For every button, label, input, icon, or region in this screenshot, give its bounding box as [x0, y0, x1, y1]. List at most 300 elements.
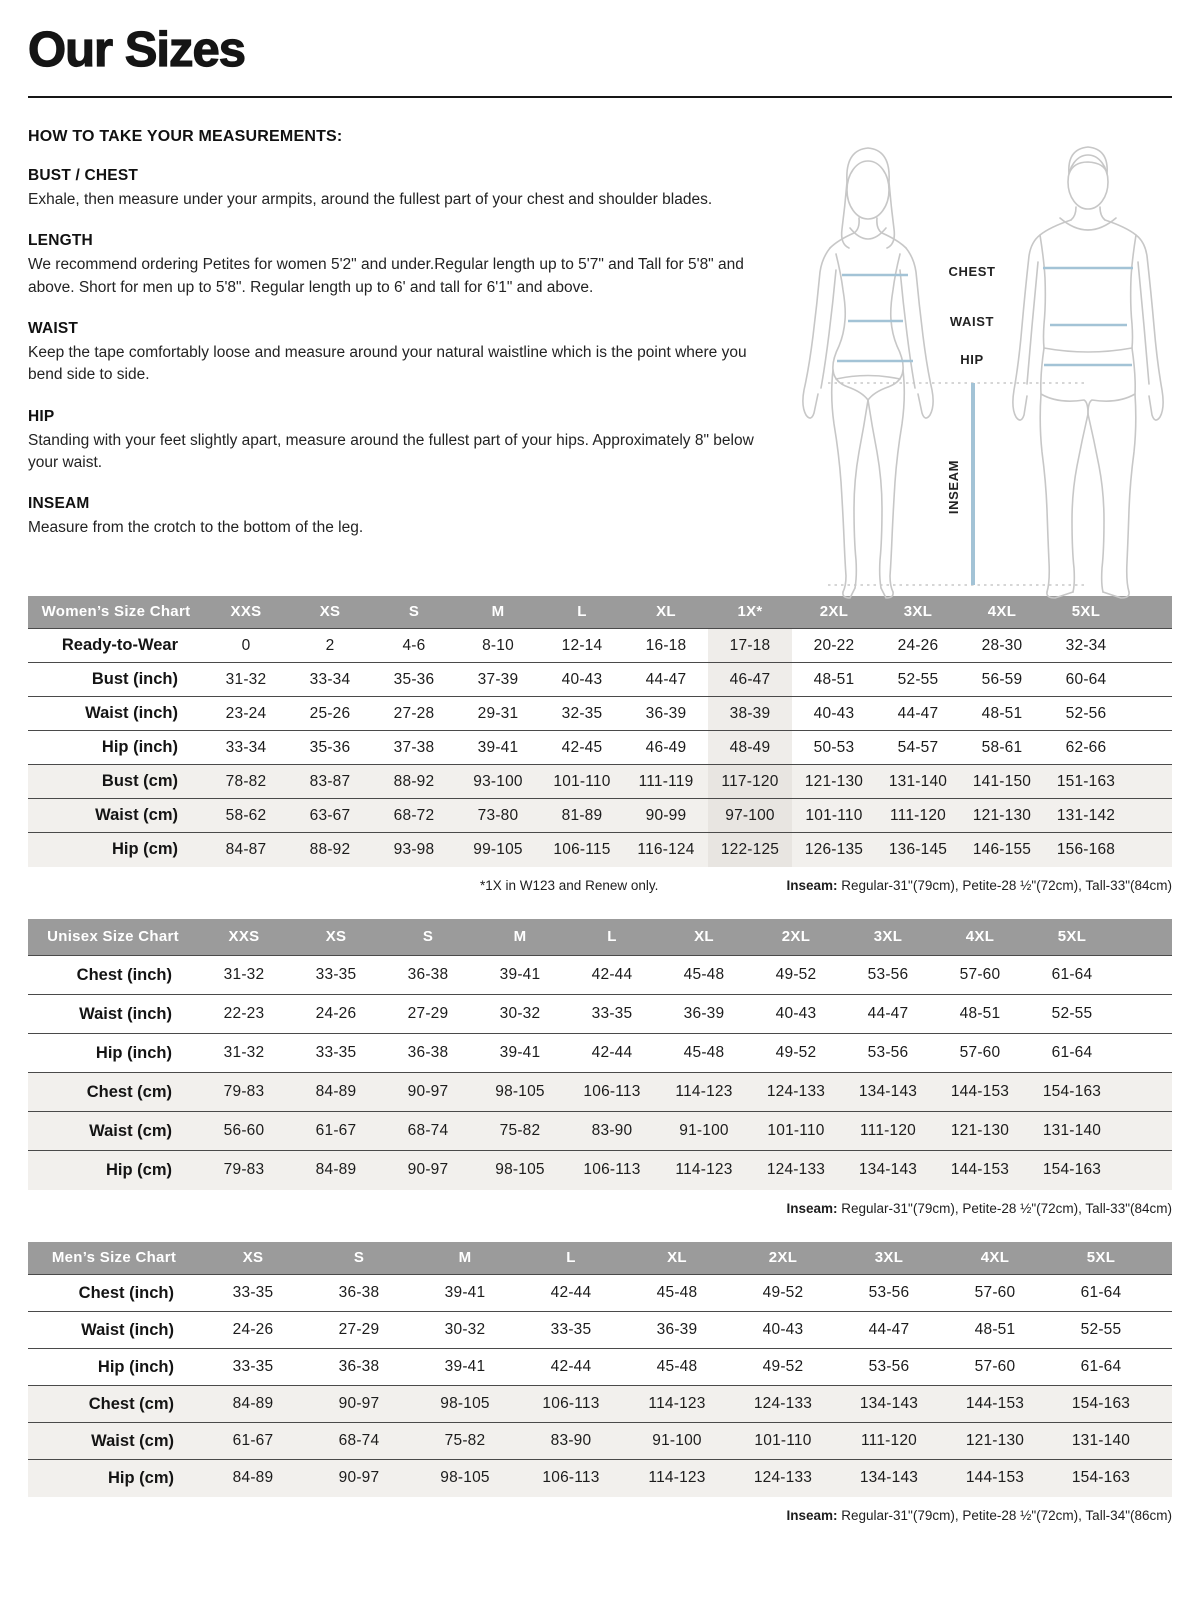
size-cell: 114-123 — [648, 1469, 706, 1487]
size-cell: 91-100 — [652, 1432, 702, 1449]
womens-1x-footnote: *1X in W123 and Renew only. — [480, 877, 659, 893]
size-cell: 122-125 — [708, 833, 792, 867]
size-cell: 84-89 — [315, 1161, 357, 1179]
size-cell: 33-35 — [591, 1005, 633, 1022]
size-cell: 117-120 — [708, 765, 792, 799]
size-column-header: XL — [658, 919, 750, 956]
size-cell: 58-61 — [981, 738, 1023, 756]
length-text: We recommend ordering Petites for women 5'2" and under.Regular length up to 5'7" and Tall for 5'8" and above. Short for men up to 5'8". Regular length up to 6' and tall for 6'1" and above. — [28, 256, 744, 296]
row-label: Hip (inch) — [101, 738, 178, 756]
size-column-header: M — [474, 919, 566, 956]
size-cell: 84-87 — [225, 840, 267, 858]
size-cell: 134-143 — [858, 1083, 918, 1100]
size-cell: 68-74 — [338, 1432, 380, 1449]
size-cell: 111-120 — [861, 1432, 917, 1449]
bust-chest-heading: BUST / CHEST — [28, 167, 139, 184]
size-column-header: M — [456, 596, 540, 629]
size-cell: 62-66 — [1065, 738, 1107, 756]
length-heading: LENGTH — [28, 232, 93, 250]
size-cell: 56-59 — [981, 670, 1023, 688]
size-row — [28, 663, 1172, 697]
size-cell: 48-51 — [981, 704, 1023, 722]
size-cell: 27-29 — [338, 1321, 380, 1338]
size-cell: 154-163 — [1042, 1161, 1102, 1179]
size-cell: 45-48 — [656, 1284, 698, 1301]
row-spacer — [1118, 1073, 1172, 1112]
row-spacer — [1118, 1151, 1172, 1190]
size-cell: 90-97 — [407, 1161, 449, 1179]
size-cell: 31-32 — [223, 1044, 265, 1061]
row-spacer — [1128, 697, 1172, 731]
hip-heading: HIP — [28, 407, 55, 425]
size-cell: 40-43 — [561, 670, 603, 688]
size-cell: 75-82 — [499, 1122, 541, 1139]
size-cell: 58-62 — [225, 806, 267, 824]
size-cell: 44-47 — [867, 1005, 909, 1022]
size-cell: 88-92 — [393, 772, 435, 790]
size-cell: 111-120 — [890, 806, 946, 824]
size-column-header: S — [382, 919, 474, 956]
size-cell: 53-56 — [868, 1284, 910, 1301]
row-spacer — [1118, 1034, 1172, 1073]
size-cell: 144-153 — [965, 1469, 1025, 1487]
hip-text: Standing with your feet slightly apart, measure around the fullest part of your hips. Approximately 8" below your waist. — [28, 431, 754, 471]
size-cell: 156-168 — [1056, 840, 1116, 858]
size-cell: 79-83 — [223, 1161, 265, 1179]
size-cell: 33-35 — [315, 966, 357, 983]
size-cell: 98-105 — [495, 1161, 545, 1179]
table-title: Men’s Size Chart — [28, 1242, 200, 1275]
size-cell: 52-55 — [1051, 1005, 1093, 1022]
size-cell: 68-74 — [407, 1122, 449, 1139]
row-label: Bust (cm) — [101, 772, 178, 790]
row-label: Hip (inch) — [97, 1357, 174, 1376]
size-cell: 106-113 — [583, 1161, 641, 1179]
size-cell: 90-99 — [645, 806, 687, 824]
size-column-header: 1X* — [708, 596, 792, 629]
size-cell: 40-43 — [813, 704, 855, 722]
row-spacer — [1118, 995, 1172, 1034]
hip-label: HIP — [960, 352, 984, 367]
page-title: Our Sizes — [28, 23, 246, 77]
size-cell: 121-130 — [804, 772, 864, 790]
size-cell: 2 — [325, 636, 335, 654]
size-cell: 33-34 — [225, 738, 267, 756]
size-cell: 52-55 — [897, 670, 939, 688]
size-column-header: 3XL — [842, 919, 934, 956]
row-label: Waist (inch) — [81, 1320, 174, 1339]
size-row — [28, 1112, 1172, 1151]
size-cell: 124-133 — [753, 1395, 813, 1412]
size-cell: 83-90 — [550, 1432, 592, 1449]
size-row — [28, 956, 1172, 995]
size-row — [28, 1275, 1172, 1312]
size-cell: 36-38 — [338, 1284, 380, 1301]
size-cell: 39-41 — [499, 1044, 541, 1061]
size-cell: 40-43 — [775, 1005, 817, 1022]
size-cell: 83-90 — [591, 1122, 633, 1139]
size-cell: 35-36 — [393, 670, 435, 688]
size-cell: 57-60 — [959, 966, 1001, 983]
size-cell: 101-110 — [767, 1122, 825, 1139]
size-cell: 75-82 — [444, 1432, 486, 1449]
size-cell: 44-47 — [868, 1321, 910, 1338]
size-cell: 114-123 — [675, 1083, 733, 1100]
size-cell: 78-82 — [225, 772, 267, 790]
row-label: Waist (cm) — [95, 806, 178, 824]
size-column-header: 5XL — [1044, 596, 1128, 629]
measurement-diagram — [788, 132, 1173, 607]
size-cell: 36-39 — [645, 704, 687, 722]
size-guide-page — [0, 22, 1200, 1523]
size-row — [28, 1151, 1172, 1190]
row-spacer — [1128, 833, 1172, 867]
size-cell: 28-30 — [981, 636, 1023, 654]
size-cell: 42-44 — [591, 1044, 633, 1061]
table-header-row — [28, 919, 1172, 956]
size-cell: 22-23 — [223, 1005, 265, 1022]
size-cell: 36-38 — [407, 966, 449, 983]
size-column-header: 4XL — [960, 596, 1044, 629]
size-column-header: 3XL — [836, 1242, 942, 1275]
size-row — [28, 1423, 1172, 1460]
size-row — [28, 697, 1172, 731]
mens-size-chart-table — [28, 1242, 1172, 1497]
size-cell: 60-64 — [1065, 670, 1107, 688]
size-column-header: 5XL — [1026, 919, 1118, 956]
size-cell: 39-41 — [477, 738, 519, 756]
size-column-header: XS — [200, 1242, 306, 1275]
size-cell: 61-64 — [1051, 966, 1093, 983]
size-cell: 49-52 — [775, 966, 817, 983]
size-cell: 146-155 — [972, 840, 1032, 858]
size-cell: 154-163 — [1071, 1469, 1131, 1487]
size-cell: 31-32 — [223, 966, 265, 983]
size-cell: 37-38 — [393, 738, 435, 756]
size-row — [28, 731, 1172, 765]
size-cell: 106-113 — [542, 1469, 600, 1487]
size-cell: 61-64 — [1051, 1044, 1093, 1061]
size-cell: 111-119 — [638, 772, 694, 790]
size-cell: 36-39 — [656, 1321, 698, 1338]
size-column-header: 2XL — [792, 596, 876, 629]
size-cell: 106-113 — [542, 1395, 600, 1412]
size-column-header: 2XL — [750, 919, 842, 956]
size-cell: 98-105 — [440, 1469, 490, 1487]
mens-size-chart-section — [28, 1242, 1172, 1523]
womens-inseam-footnote: Inseam: Regular-31"(79cm), Petite-28 ½"(72cm), Tall-33"(84cm) — [786, 877, 1172, 893]
size-cell: 141-150 — [972, 772, 1032, 790]
row-label: Waist (inch) — [85, 704, 178, 722]
size-cell: 91-100 — [679, 1122, 729, 1139]
size-cell: 32-34 — [1065, 636, 1107, 654]
size-row — [28, 765, 1172, 799]
size-row — [28, 1073, 1172, 1112]
size-cell: 33-35 — [232, 1284, 274, 1301]
size-cell: 61-67 — [232, 1432, 274, 1449]
row-label: Chest (inch) — [76, 965, 172, 984]
size-cell: 42-44 — [550, 1358, 592, 1375]
size-cell: 106-115 — [553, 840, 611, 858]
body-measurement-illustration — [788, 132, 1173, 607]
size-cell: 49-52 — [762, 1358, 804, 1375]
size-cell: 24-26 — [897, 636, 939, 654]
size-cell: 63-67 — [309, 806, 351, 824]
size-cell: 84-89 — [232, 1469, 274, 1487]
size-cell: 116-124 — [637, 840, 695, 858]
womens-size-chart-section — [28, 596, 1172, 893]
size-cell: 131-140 — [1071, 1432, 1131, 1449]
size-row — [28, 1349, 1172, 1386]
size-column-header: XL — [624, 596, 708, 629]
size-cell: 90-97 — [407, 1083, 449, 1100]
womens-size-chart-table — [28, 596, 1172, 867]
size-cell: 84-89 — [232, 1395, 274, 1412]
waist-text: Keep the tape comfortably loose and measure around your natural waistline which is the point where you bend side to side. — [28, 343, 747, 384]
size-cell: 101-110 — [754, 1432, 812, 1449]
womens-footnotes — [28, 878, 1172, 893]
size-cell: 90-97 — [338, 1395, 380, 1412]
size-cell: 12-14 — [561, 636, 603, 654]
size-cell: 17-18 — [708, 629, 792, 663]
female-figure — [803, 148, 933, 598]
row-spacer — [1118, 956, 1172, 995]
size-cell: 8-10 — [482, 636, 514, 654]
size-cell: 144-153 — [950, 1083, 1010, 1100]
male-figure — [1013, 147, 1163, 598]
inseam-text: Measure from the crotch to the bottom of the leg. — [28, 519, 364, 537]
size-cell: 134-143 — [859, 1469, 919, 1487]
size-cell: 124-133 — [766, 1083, 826, 1100]
size-cell: 53-56 — [868, 1358, 910, 1375]
size-column-header: 3XL — [876, 596, 960, 629]
size-cell: 40-43 — [762, 1321, 804, 1338]
size-cell: 106-113 — [583, 1083, 641, 1100]
row-spacer — [1154, 1312, 1172, 1349]
row-spacer — [1154, 1460, 1172, 1497]
size-cell: 134-143 — [859, 1395, 919, 1412]
size-cell: 136-145 — [888, 840, 948, 858]
size-cell: 90-97 — [338, 1469, 380, 1487]
mens-footnotes — [28, 1508, 1172, 1523]
size-row — [28, 1460, 1172, 1497]
row-label: Waist (inch) — [79, 1004, 172, 1023]
row-spacer — [1128, 799, 1172, 833]
table-title: Women’s Size Chart — [28, 596, 204, 629]
inseam-label: INSEAM — [946, 459, 961, 515]
size-cell: 44-47 — [645, 670, 687, 688]
row-label: Bust (inch) — [91, 670, 178, 688]
size-cell: 46-47 — [708, 663, 792, 697]
size-cell: 39-41 — [499, 966, 541, 983]
size-cell: 101-110 — [553, 772, 611, 790]
size-cell: 99-105 — [473, 840, 523, 858]
size-row — [28, 995, 1172, 1034]
size-cell: 73-80 — [477, 806, 519, 824]
size-column-header: XXS — [204, 596, 288, 629]
size-cell: 16-18 — [645, 636, 687, 654]
size-cell: 48-51 — [974, 1321, 1016, 1338]
row-label: Hip (cm) — [108, 1468, 174, 1487]
size-cell: 54-57 — [897, 738, 939, 756]
size-cell: 33-35 — [550, 1321, 592, 1338]
size-cell: 24-26 — [315, 1005, 357, 1022]
size-cell: 35-36 — [309, 738, 351, 756]
size-cell: 45-48 — [683, 966, 725, 983]
row-label: Chest (cm) — [86, 1082, 172, 1101]
size-cell: 31-32 — [225, 670, 267, 688]
size-row — [28, 1386, 1172, 1423]
row-spacer — [1154, 1275, 1172, 1312]
size-cell: 151-163 — [1056, 772, 1116, 790]
unisex-size-chart-section — [28, 919, 1172, 1216]
row-label: Hip (cm) — [106, 1160, 172, 1179]
size-column-header: 2XL — [730, 1242, 836, 1275]
unisex-inseam-footnote: Inseam: Regular-31"(79cm), Petite-28 ½"(72cm), Tall-33"(84cm) — [786, 1200, 1172, 1216]
size-cell: 68-72 — [393, 806, 435, 824]
size-cell: 131-140 — [888, 772, 948, 790]
size-cell: 57-60 — [974, 1358, 1016, 1375]
size-cell: 44-47 — [897, 704, 939, 722]
size-cell: 46-49 — [645, 738, 687, 756]
size-cell: 30-32 — [444, 1321, 486, 1338]
chest-label: CHEST — [948, 264, 996, 279]
size-cell: 53-56 — [867, 1044, 909, 1061]
size-cell: 144-153 — [965, 1395, 1025, 1412]
size-cell: 154-163 — [1042, 1083, 1102, 1100]
size-cell: 61-64 — [1080, 1358, 1122, 1375]
size-cell: 97-100 — [708, 799, 792, 833]
size-column-header: XS — [288, 596, 372, 629]
size-cell: 61-67 — [315, 1122, 357, 1139]
size-cell: 37-39 — [477, 670, 519, 688]
size-cell: 121-130 — [950, 1122, 1010, 1139]
size-cell: 57-60 — [974, 1284, 1016, 1301]
size-cell: 48-51 — [959, 1005, 1001, 1022]
size-row — [28, 1312, 1172, 1349]
size-cell: 101-110 — [805, 806, 863, 824]
size-cell: 33-34 — [309, 670, 351, 688]
size-cell: 111-120 — [860, 1122, 916, 1139]
size-cell: 48-49 — [708, 731, 792, 765]
size-cell: 0 — [241, 636, 251, 654]
size-cell: 39-41 — [444, 1358, 486, 1375]
size-cell: 131-142 — [1056, 806, 1116, 824]
size-cell: 93-100 — [473, 772, 523, 790]
size-cell: 49-52 — [762, 1284, 804, 1301]
size-row — [28, 1034, 1172, 1073]
size-row — [28, 833, 1172, 867]
size-cell: 23-24 — [225, 704, 267, 722]
size-cell: 45-48 — [656, 1358, 698, 1375]
size-cell: 61-64 — [1080, 1284, 1122, 1301]
row-label: Chest (inch) — [78, 1283, 174, 1302]
size-column-header: L — [566, 919, 658, 956]
row-spacer — [1128, 629, 1172, 663]
size-cell: 33-35 — [232, 1358, 274, 1375]
size-column-header: S — [306, 1242, 412, 1275]
title-divider — [28, 96, 1172, 98]
size-cell: 81-89 — [561, 806, 603, 824]
size-cell: 144-153 — [950, 1161, 1010, 1179]
waist-heading: WAIST — [28, 319, 79, 337]
row-spacer — [1154, 1349, 1172, 1386]
size-cell: 32-35 — [561, 704, 603, 722]
size-cell: 24-26 — [232, 1321, 274, 1338]
size-row — [28, 629, 1172, 663]
size-cell: 52-56 — [1065, 704, 1107, 722]
row-spacer — [1128, 731, 1172, 765]
unisex-footnotes — [28, 1201, 1172, 1216]
row-label: Waist (cm) — [91, 1431, 174, 1450]
header-spacer — [1118, 919, 1172, 956]
size-column-header: XXS — [198, 919, 290, 956]
size-cell: 53-56 — [867, 966, 909, 983]
size-cell: 42-44 — [550, 1284, 592, 1301]
size-cell: 42-44 — [591, 966, 633, 983]
size-cell: 4-6 — [402, 636, 426, 654]
bust-chest-text: Exhale, then measure under your armpits, around the fullest part of your chest and shoulder blades. — [28, 191, 713, 208]
size-cell: 42-45 — [561, 738, 603, 756]
size-cell: 30-32 — [499, 1005, 541, 1022]
size-cell: 20-22 — [813, 636, 855, 654]
size-cell: 38-39 — [708, 697, 792, 731]
table-title: Unisex Size Chart — [28, 919, 198, 956]
size-cell: 126-135 — [804, 840, 864, 858]
row-spacer — [1118, 1112, 1172, 1151]
size-cell: 52-55 — [1080, 1321, 1122, 1338]
unisex-size-chart-table — [28, 919, 1172, 1190]
waist-label: WAIST — [949, 314, 995, 329]
size-cell: 36-38 — [407, 1044, 449, 1061]
inseam-heading: INSEAM — [28, 495, 90, 513]
size-cell: 27-28 — [393, 704, 435, 722]
size-column-header: L — [540, 596, 624, 629]
size-cell: 83-87 — [309, 772, 351, 790]
size-cell: 114-123 — [675, 1161, 733, 1179]
size-cell: 25-26 — [309, 704, 351, 722]
size-cell: 98-105 — [495, 1083, 545, 1100]
row-label: Chest (cm) — [88, 1394, 174, 1413]
measurement-instructions — [28, 128, 776, 540]
size-cell: 88-92 — [309, 840, 351, 858]
size-cell: 121-130 — [972, 806, 1032, 824]
size-cell: 45-48 — [683, 1044, 725, 1061]
size-cell: 56-60 — [223, 1122, 265, 1139]
row-label: Hip (inch) — [95, 1043, 172, 1062]
instructions-heading: HOW TO TAKE YOUR MEASUREMENTS: — [28, 128, 343, 145]
table-header-row — [28, 1242, 1172, 1275]
size-cell: 124-133 — [753, 1469, 813, 1487]
size-cell: 49-52 — [775, 1044, 817, 1061]
size-row — [28, 799, 1172, 833]
size-cell: 29-31 — [477, 704, 519, 722]
row-spacer — [1154, 1423, 1172, 1460]
size-cell: 131-140 — [1042, 1122, 1102, 1139]
size-cell: 36-39 — [683, 1005, 725, 1022]
row-spacer — [1128, 663, 1172, 697]
size-column-header: 4XL — [934, 919, 1026, 956]
row-label: Hip (cm) — [112, 840, 178, 859]
size-cell: 98-105 — [440, 1395, 490, 1412]
size-cell: 48-51 — [813, 670, 855, 688]
size-cell: 36-38 — [338, 1358, 380, 1375]
size-column-header: 4XL — [942, 1242, 1048, 1275]
row-spacer — [1128, 765, 1172, 799]
size-cell: 84-89 — [315, 1083, 357, 1100]
size-cell: 121-130 — [965, 1432, 1025, 1449]
size-cell: 93-98 — [393, 840, 435, 858]
